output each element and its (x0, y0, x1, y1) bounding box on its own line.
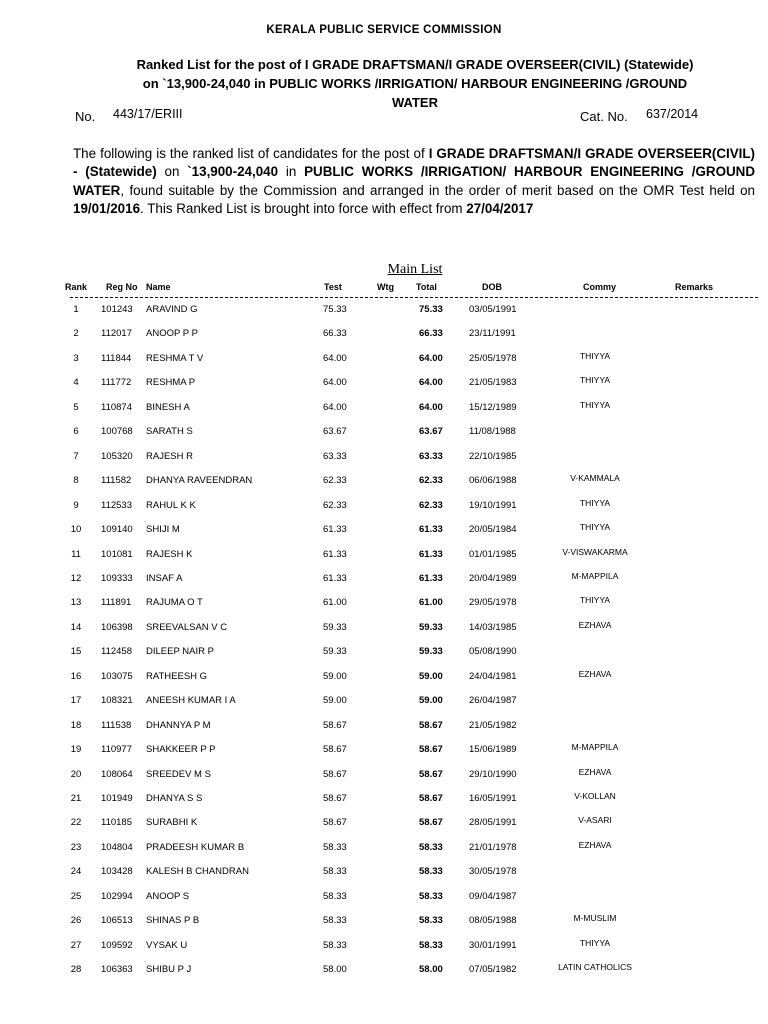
cell-total: 59.33 (419, 646, 443, 658)
cell-test: 58.33 (323, 939, 347, 951)
cell-reg: 112533 (101, 499, 132, 511)
cell-test: 62.33 (323, 499, 347, 511)
list-title: Main List (387, 262, 443, 277)
cell-name: RAJESH R (146, 450, 193, 462)
cell-reg: 103075 (101, 670, 133, 682)
cell-rank: 4 (73, 377, 79, 389)
cell-total: 61.33 (419, 548, 443, 560)
intro-post: I GRADE DRAFTSMAN/I GRADE OVERSEER(CIVIL) - (Statewide) (73, 146, 755, 180)
cell-dob: 07/05/1982 (469, 964, 517, 976)
cell-name: INSAF A (146, 572, 183, 584)
no-value: 443/17/ERIII (113, 107, 183, 121)
cell-total: 61.33 (419, 524, 443, 536)
cell-reg: 108321 (101, 695, 133, 707)
cell-total: 63.67 (419, 426, 443, 438)
cell-name: SHIBU P J (146, 964, 192, 976)
cell-commy: V-ASARI (578, 815, 612, 826)
col-reg: Reg No (106, 282, 138, 292)
cell-commy: THIYYA (579, 497, 611, 508)
title-line-2: on `13,900-24,040 in PUBLIC WORKS /IRRIGATION/ HARBOUR ENGINEERING /GROUND (142, 76, 688, 91)
col-name: Name (146, 282, 171, 292)
cell-test: 58.33 (323, 890, 347, 902)
cell-dob: 06/06/1988 (469, 475, 517, 487)
cell-dob: 03/05/1991 (469, 304, 517, 315)
cell-test: 59.00 (323, 670, 347, 682)
cell-dob: 28/05/1991 (469, 817, 517, 829)
cell-name: SHIJI M (146, 524, 180, 536)
table-row (0, 891, 768, 905)
cell-test: 64.00 (323, 377, 347, 389)
table-row (0, 546, 768, 563)
table-row (0, 399, 768, 416)
col-commy: Commy (583, 282, 617, 292)
cell-rank: 5 (73, 401, 79, 413)
cell-reg: 101243 (101, 304, 133, 315)
cell-rank: 2 (73, 328, 79, 340)
cell-dob: 21/01/1978 (469, 841, 517, 853)
cell-reg: 109140 (101, 524, 133, 536)
table-row (0, 766, 768, 783)
cell-test: 58.00 (323, 964, 347, 976)
intro-text-5: . This Ranked List is brought into force with effect from (140, 200, 467, 216)
cell-commy: V-VISWAKARMA (562, 546, 628, 557)
table-row (0, 570, 768, 587)
cell-reg: 111538 (101, 719, 132, 731)
title-line-1: Ranked List for the post of I GRADE DRAFTSMAN/I GRADE OVERSEER(CIVIL) (Statewide) (136, 57, 694, 72)
cell-total: 62.33 (419, 499, 443, 511)
cell-total: 58.67 (419, 719, 443, 731)
cell-total: 59.00 (419, 695, 443, 707)
table-row (0, 304, 768, 318)
cell-rank: 7 (73, 450, 79, 462)
cell-rank: 20 (70, 768, 82, 780)
cell-dob: 05/08/1990 (469, 646, 517, 658)
cell-name: RAJUMA O T (146, 597, 203, 609)
cell-test: 61.33 (323, 548, 347, 560)
cell-dob: 08/05/1988 (469, 915, 517, 927)
cell-total: 61.33 (419, 572, 443, 584)
cell-dob: 21/05/1983 (469, 377, 517, 389)
cell-rank: 13 (70, 597, 82, 609)
table-row (0, 964, 768, 978)
intro-text-3: in (278, 164, 305, 180)
table-row (0, 475, 768, 489)
cell-total: 62.33 (419, 475, 443, 487)
cell-total: 59.33 (419, 621, 443, 633)
table-row (0, 646, 768, 660)
cell-reg: 111772 (101, 377, 132, 389)
cell-name: SREEDEV M S (146, 768, 211, 780)
table-row (0, 720, 768, 734)
cell-dob: 20/04/1989 (469, 572, 517, 584)
cell-commy: M-MAPPILA (571, 570, 619, 581)
cell-reg: 100768 (101, 426, 133, 438)
cell-reg: 103428 (101, 866, 133, 878)
cell-reg: 102994 (101, 890, 133, 902)
cell-test: 58.33 (323, 841, 347, 853)
table-row (0, 817, 768, 831)
cell-name: SHINAS P B (146, 915, 200, 927)
cell-commy: THIYYA (579, 522, 611, 533)
cell-commy: THIYYA (579, 595, 611, 606)
cell-rank: 8 (73, 475, 79, 487)
cell-dob: 22/10/1985 (469, 450, 517, 462)
cell-dob: 25/05/1978 (469, 352, 517, 364)
cell-total: 75.33 (419, 304, 443, 315)
cell-name: SARATH S (146, 426, 193, 438)
cell-name: ANOOP P P (146, 328, 198, 340)
cell-commy: V-KOLLAN (574, 791, 616, 801)
col-test: Test (324, 282, 342, 292)
cell-name: RATHEESH G (146, 670, 208, 682)
cell-name: RAJESH K (146, 548, 193, 560)
cell-test: 63.67 (323, 426, 347, 438)
cell-reg: 110977 (101, 744, 132, 756)
cell-test: 58.67 (323, 768, 347, 780)
cell-dob: 16/05/1991 (469, 793, 517, 804)
cell-name: ANEESH KUMAR I A (146, 695, 236, 707)
cell-name: DHANYA S S (146, 793, 203, 804)
cell-test: 64.00 (323, 401, 347, 413)
cell-name: RAHUL K K (146, 499, 196, 511)
cell-total: 58.00 (419, 964, 443, 976)
cell-total: 58.67 (419, 817, 443, 829)
cell-commy: EZHAVA (578, 839, 612, 850)
cell-rank: 27 (70, 939, 82, 951)
title-line-3: WATER (392, 95, 438, 110)
intro-test-date: 19/01/2016 (73, 200, 141, 216)
cell-dob: 21/05/1982 (469, 719, 517, 731)
cell-rank: 9 (73, 499, 79, 511)
cell-reg: 101949 (101, 793, 133, 804)
intro-effective-date: 27/04/2017 (466, 200, 534, 216)
cell-dob: 24/04/1981 (469, 670, 517, 682)
cell-reg: 106398 (101, 621, 133, 633)
cell-reg: 101081 (101, 548, 133, 560)
cell-dob: 30/01/1991 (469, 939, 517, 951)
cell-reg: 112017 (101, 328, 132, 340)
cell-reg: 108064 (101, 768, 133, 780)
cell-rank: 3 (73, 352, 79, 364)
cell-commy: M-MAPPILA (571, 742, 619, 753)
table-row (0, 668, 768, 685)
cell-commy: V-KAMMALA (570, 473, 620, 484)
cell-reg: 111844 (101, 352, 132, 364)
cell-test: 58.33 (323, 915, 347, 927)
cell-reg: 104804 (101, 841, 133, 853)
cell-test: 58.67 (323, 793, 347, 804)
cat-value: 637/2014 (646, 107, 699, 121)
cell-rank: 22 (70, 817, 82, 829)
cell-rank: 25 (70, 890, 82, 902)
table-row (0, 839, 768, 856)
col-dob: DOB (482, 282, 502, 292)
org-name: KERALA PUBLIC SERVICE COMMISSION (266, 24, 502, 36)
cell-test: 61.00 (323, 597, 347, 609)
cell-dob: 29/10/1990 (469, 768, 517, 780)
cell-total: 66.33 (419, 328, 443, 340)
cell-reg: 106513 (101, 915, 133, 927)
cell-rank: 23 (70, 841, 82, 853)
cell-total: 58.33 (419, 866, 443, 878)
table-header (0, 282, 768, 296)
cell-rank: 26 (70, 915, 82, 927)
cell-total: 58.33 (419, 915, 443, 927)
cell-commy: M-MUSLIM (573, 913, 617, 924)
table-row (0, 328, 768, 342)
cell-rank: 19 (70, 744, 82, 756)
cell-dob: 30/05/1978 (469, 866, 517, 878)
table-row (0, 597, 768, 611)
cell-total: 58.33 (419, 939, 443, 951)
table-row (0, 915, 768, 929)
cell-test: 58.33 (323, 866, 347, 878)
cell-reg: 110185 (101, 817, 132, 829)
cell-name: VYSAK U (146, 939, 188, 951)
cell-name: RESHMA T V (146, 352, 204, 364)
cell-total: 64.00 (419, 401, 443, 413)
cell-test: 62.33 (323, 475, 347, 487)
cell-reg: 106363 (101, 964, 133, 976)
cell-dob: 14/03/1985 (469, 621, 517, 633)
intro-paragraph (73, 145, 755, 218)
cell-test: 64.00 (323, 352, 347, 364)
cell-total: 61.00 (419, 597, 443, 609)
table-row (0, 377, 768, 391)
cell-dob: 15/12/1989 (469, 401, 517, 413)
cell-test: 61.33 (323, 572, 347, 584)
intro-text-4: , found suitable by the Commission and arranged in the order of merit based on the OMR Test held on (120, 182, 755, 198)
cell-name: PRADEESH KUMAR B (146, 841, 245, 853)
cell-rank: 6 (73, 426, 79, 438)
cell-rank: 16 (70, 670, 82, 682)
table-row (0, 793, 768, 807)
cell-name: DHANNYA P M (146, 719, 211, 731)
cell-test: 75.33 (323, 304, 347, 315)
cell-commy: EZHAVA (578, 766, 612, 777)
cell-reg: 105320 (101, 450, 133, 462)
cell-name: DILEEP NAIR P (146, 646, 214, 658)
cell-name: ARAVIND G (146, 304, 198, 315)
cell-test: 59.33 (323, 646, 347, 658)
cell-rank: 18 (70, 719, 82, 731)
cell-reg: 112458 (101, 646, 132, 658)
cell-dob: 26/04/1987 (469, 695, 517, 707)
cell-test: 61.33 (323, 524, 347, 536)
cell-dob: 15/06/1989 (469, 744, 517, 756)
cell-dob: 01/01/1985 (469, 548, 517, 560)
cell-total: 58.67 (419, 793, 443, 804)
cell-dob: 23/11/1991 (469, 328, 516, 340)
table-row (0, 695, 768, 709)
cell-total: 59.00 (419, 670, 443, 682)
col-total: Total (416, 282, 437, 292)
cell-commy: THIYYA (579, 350, 611, 361)
cell-total: 64.00 (419, 377, 443, 389)
table-row (0, 937, 768, 954)
cell-test: 66.33 (323, 328, 347, 340)
table-row (0, 524, 768, 538)
cell-total: 58.33 (419, 890, 443, 902)
cell-reg: 109333 (101, 572, 133, 584)
table-row (0, 619, 768, 636)
col-wtg: Wtg (377, 282, 394, 292)
cell-rank: 12 (70, 572, 82, 584)
cell-reg: 110874 (101, 401, 132, 413)
col-rank: Rank (65, 282, 88, 292)
table-row (0, 866, 768, 880)
cell-name: ANOOP S (146, 890, 190, 902)
cat-label: Cat. No. (580, 109, 628, 124)
cell-rank: 15 (70, 646, 82, 658)
intro-text-1: The following is the ranked list of candidates for the post of (73, 146, 429, 161)
header-divider (70, 297, 758, 298)
cell-dob: 29/05/1978 (469, 597, 517, 609)
cell-test: 58.67 (323, 719, 347, 731)
cell-test: 58.67 (323, 817, 347, 829)
table-row (0, 497, 768, 514)
cell-rank: 24 (70, 866, 82, 878)
cell-test: 59.00 (323, 695, 347, 707)
cell-reg: 109592 (101, 939, 133, 951)
cell-test: 58.67 (323, 744, 347, 756)
table-row (0, 451, 768, 465)
cell-name: BINESH A (146, 401, 190, 413)
cell-reg: 111582 (101, 475, 132, 487)
cell-total: 58.33 (419, 841, 443, 853)
cell-commy: THIYYA (579, 399, 611, 410)
cell-commy: THIYYA (579, 937, 611, 948)
cell-test: 63.33 (323, 450, 347, 462)
cell-total: 58.67 (419, 744, 443, 756)
cell-commy: EZHAVA (578, 668, 612, 679)
cell-dob: 20/05/1984 (469, 524, 517, 536)
cell-rank: 11 (71, 548, 81, 560)
cell-commy: EZHAVA (578, 619, 612, 630)
no-label: No. (75, 109, 96, 124)
document-title (110, 55, 720, 112)
cell-name: SURABHI K (146, 817, 198, 829)
table-row (0, 426, 768, 440)
cell-rank: 10 (70, 524, 82, 536)
cell-commy: THIYYA (579, 375, 611, 386)
cell-test: 59.33 (323, 621, 347, 633)
cell-total: 64.00 (419, 352, 443, 364)
cell-rank: 1 (73, 304, 79, 315)
cell-commy: LATIN CATHOLICS (558, 962, 632, 973)
intro-text-2: on (156, 164, 188, 180)
table-row (0, 744, 768, 758)
cell-name: SREEVALSAN V C (146, 621, 228, 633)
cell-dob: 11/08/1988 (469, 426, 516, 438)
cell-name: DHANYA RAVEENDRAN (146, 475, 253, 487)
cell-total: 63.33 (419, 450, 443, 462)
intro-dept: PUBLIC WORKS /IRRIGATION/ HARBOUR ENGINEERING /GROUND WATER (73, 164, 755, 198)
col-remarks: Remarks (675, 282, 714, 292)
table-row (0, 350, 768, 367)
cell-name: KALESH B CHANDRAN (146, 866, 249, 878)
cell-reg: 111891 (101, 597, 132, 609)
cell-dob: 19/10/1991 (469, 499, 517, 511)
cell-name: RESHMA P (146, 377, 196, 389)
cell-name: SHAKKEER P P (146, 744, 216, 756)
cell-dob: 09/04/1987 (469, 890, 517, 902)
cell-total: 58.67 (419, 768, 443, 780)
intro-scale: `13,900-24,040 (187, 164, 279, 180)
cell-rank: 17 (70, 695, 82, 707)
cell-rank: 21 (70, 793, 82, 804)
cell-rank: 14 (70, 621, 82, 633)
cell-rank: 28 (70, 964, 82, 976)
